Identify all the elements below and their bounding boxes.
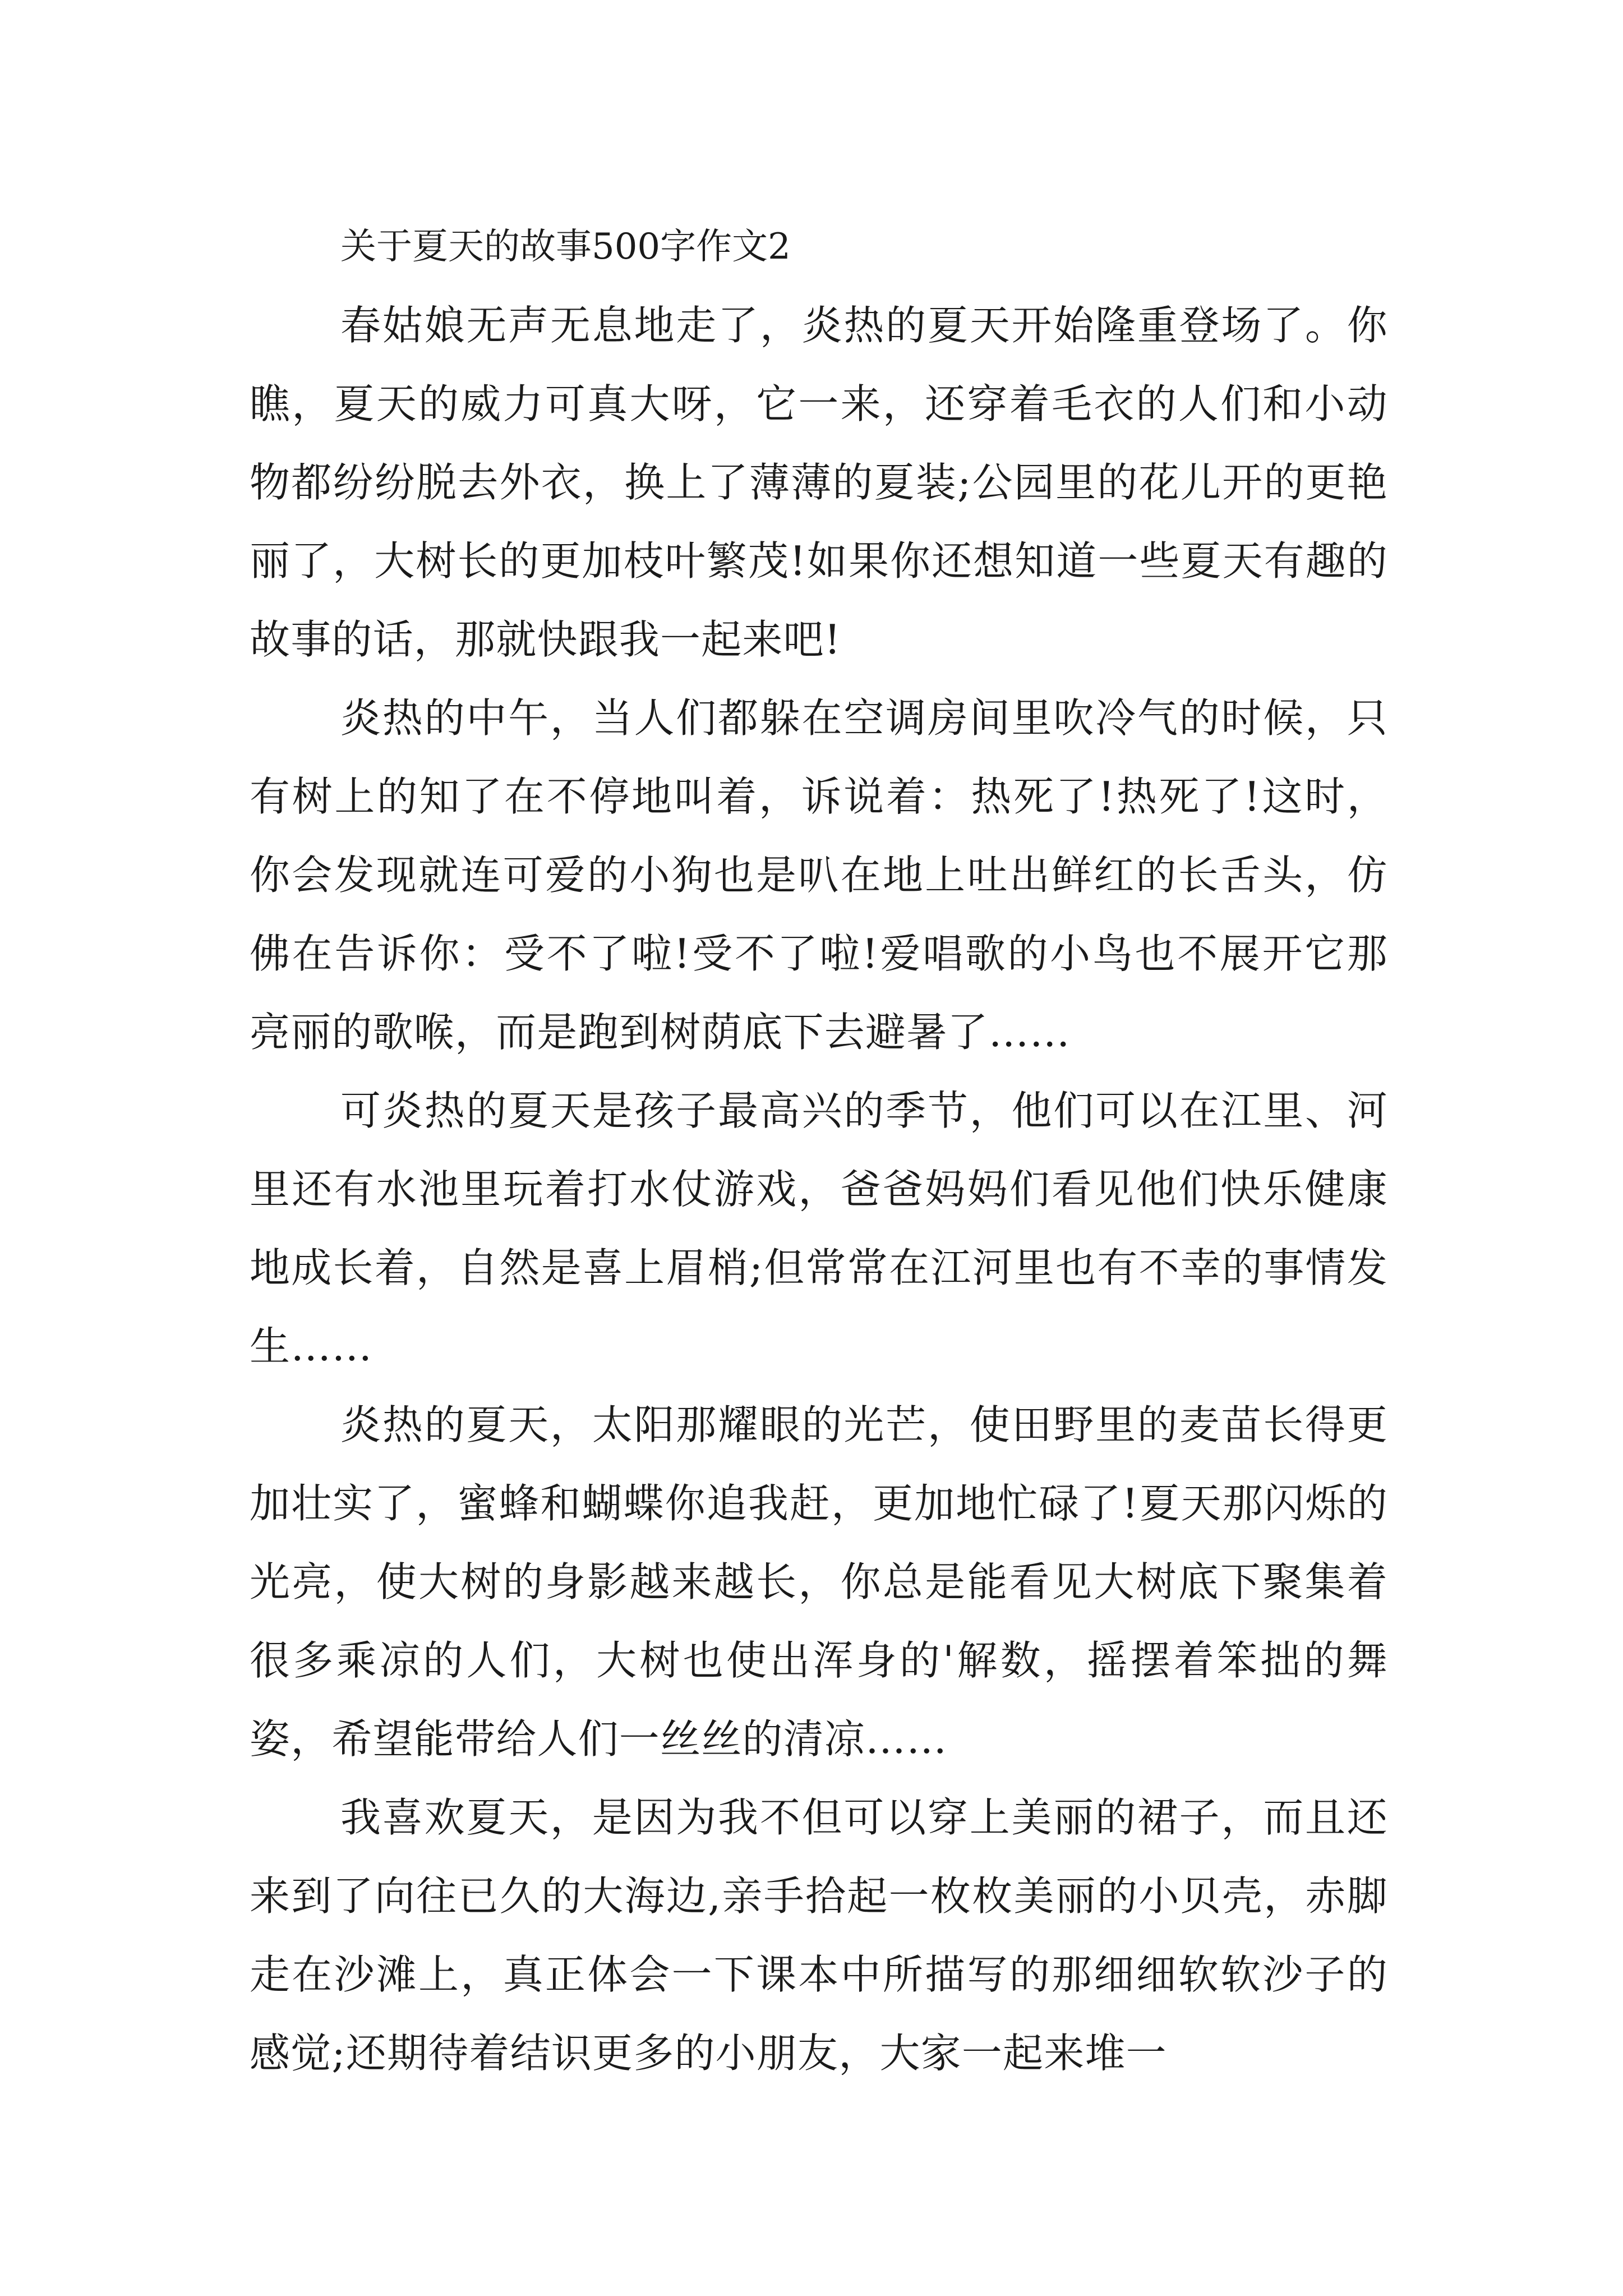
document-body: [250, 208, 1388, 2092]
paragraph-hot-noon: 炎热的中午，当人们都躲在空调房间里吹冷气的时候，只有树上的知了在不停地叫着，诉说着：热死了!热死了!这时，你会发现就连可爱的小狗也是叭在地上吐出鲜红的长舌头，仿佛在告诉你：受不了啦!受不了啦!爱唱歌的小鸟也不展开它那亮丽的歌喉，而是跑到树荫底下去避暑了……: [250, 694, 1388, 1056]
paragraph-spring-leaves: 春姑娘无声无息地走了，炎热的夏天开始隆重登场了。你瞧，夏天的威力可真大呀，它一来，还穿着毛衣的人们和小动物都纷纷脱去外衣，换上了薄薄的夏装;公园里的花儿开的更艳丽了，大树长的更加枝叶繁茂!如果你还想知道一些夏天有趣的故事的话，那就快跟我一起来吧!: [250, 302, 1388, 663]
paragraph-beach: 我喜欢夏天，是因为我不但可以穿上美丽的裙子，而且还来到了向往已久的大海边,亲手拾起一枚枚美丽的小贝壳，赤脚走在沙滩上，真正体会一下课本中所描写的那细细软软沙子的感觉;还期待着结识更多的小朋友，大家一起来堆一: [250, 1794, 1388, 2077]
paragraph-summer-sun: 炎热的夏天，太阳那耀眼的光芒，使田野里的麦苗长得更加壮实了，蜜蜂和蝴蝶你追我赶，更加地忙碌了!夏天那闪烁的光亮，使大树的身影越来越长，你总是能看见大树底下聚集着很多乘凉的人们，大树也使出浑身的'解数，摇摆着笨拙的舞姿，希望能带给人们一丝丝的清凉……: [250, 1401, 1388, 1763]
paragraph-children-water: 可炎热的夏天是孩子最高兴的季节，他们可以在江里、河里还有水池里玩着打水仗游戏，爸爸妈妈们看见他们快乐健康地成长着，自然是喜上眉梢;但常常在江河里也有不幸的事情发生……: [250, 1087, 1388, 1370]
document-title: 关于夏天的故事500字作文2: [340, 226, 791, 268]
